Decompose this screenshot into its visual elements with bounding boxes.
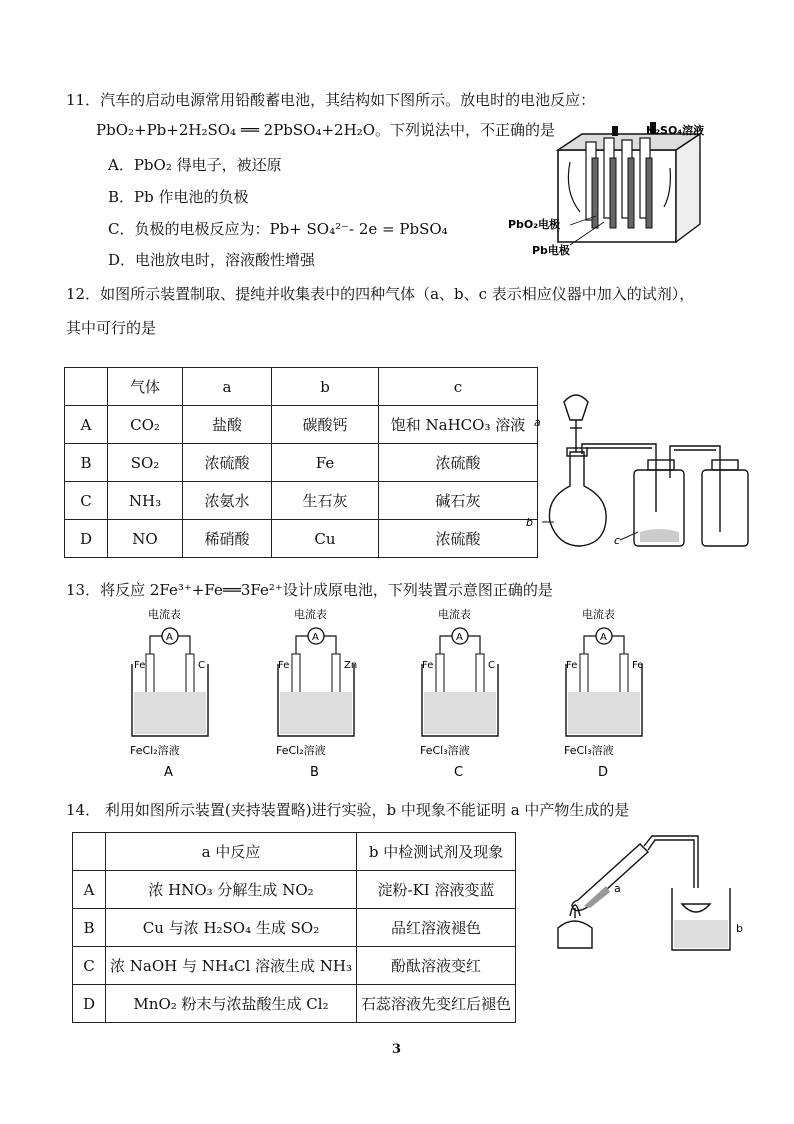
label-a: a [614, 882, 621, 895]
label-h2so4-solution: H₂SO₄溶液 [646, 124, 705, 137]
table-header-cell: 气体 [108, 368, 183, 406]
cell-option-c [420, 607, 498, 780]
ammeter-label: 电流表 [582, 608, 615, 621]
table-cell: C [73, 947, 106, 985]
solution-label: FeCl₂溶液 [276, 744, 326, 757]
q11-option-c: C．负极的电极反应为：Pb+ SO₄²⁻- 2e = PbSO₄ [108, 220, 448, 238]
electrode-right-label: Fe [632, 660, 644, 671]
cell-option-d [564, 607, 643, 780]
electrode-left-label: Fe [566, 660, 578, 671]
table-row [65, 444, 538, 482]
table-row [73, 985, 516, 1023]
table-cell: 品红溶液褪色 [357, 909, 516, 947]
electrode-right-label: Zn [344, 660, 358, 671]
table-cell: 浓氨水 [183, 482, 272, 520]
table-cell: A [73, 871, 106, 909]
gas-apparatus-figure [524, 382, 754, 552]
q11-stem-line1: 11．汽车的启动电源常用铅酸蓄电池，其结构如下图所示。放电时的电池反应： [66, 91, 596, 109]
label-b: b [526, 516, 533, 529]
table-cell: Fe [272, 444, 379, 482]
table-cell: NH₃ [108, 482, 183, 520]
q14-stem: 14． 利用如图所示装置(夹持装置略)进行实验，b 中现象不能证明 a 中产物生成的是 [66, 801, 630, 819]
option-letter: A [164, 765, 173, 780]
q12-gas-table [64, 367, 538, 558]
table-row [65, 482, 538, 520]
q13-stem: 13．将反应 2Fe³⁺+Fe══3Fe²⁺设计成原电池，下列装置示意图正确的是 [66, 581, 553, 599]
label-pb-electrode: Pb电极 [532, 244, 570, 257]
lead-acid-battery-figure [500, 112, 730, 262]
solution-label: FeCl₃溶液 [564, 744, 614, 757]
table-row [65, 406, 538, 444]
label-a: a [534, 416, 541, 429]
table-header-cell: c [379, 368, 538, 406]
table-cell: 碳酸钙 [272, 406, 379, 444]
table-cell: Cu 与浓 H₂SO₄ 生成 SO₂ [106, 909, 357, 947]
table-cell: 浓 HNO₃ 分解生成 NO₂ [106, 871, 357, 909]
heating-apparatus-figure [548, 828, 758, 958]
table-header-row [65, 368, 538, 406]
table-row [73, 947, 516, 985]
table-cell: SO₂ [108, 444, 183, 482]
table-cell: NO [108, 520, 183, 558]
q11-option-d: D．电池放电时，溶液酸性增强 [108, 251, 316, 269]
option-letter: D [598, 765, 609, 780]
q12-stem-line1: 12．如图所示装置制取、提纯并收集表中的四种气体（a、b、c 表示相应仪器中加入的试剂）， [66, 285, 695, 303]
table-header-cell [73, 833, 106, 871]
table-cell: D [73, 985, 106, 1023]
table-cell: C [65, 482, 108, 520]
table-cell: 浓硫酸 [379, 520, 538, 558]
table-cell: 碱石灰 [379, 482, 538, 520]
table-row [65, 520, 538, 558]
ammeter-symbol: A [600, 632, 607, 643]
table-cell: 浓硫酸 [379, 444, 538, 482]
table-cell: 生石灰 [272, 482, 379, 520]
galvanic-cell-options-figure [120, 606, 680, 782]
electrode-right-label: C [198, 660, 205, 671]
electrode-left-label: Fe [278, 660, 290, 671]
table-header-cell: b 中检测试剂及现象 [357, 833, 516, 871]
solution-label: FeCl₃溶液 [420, 744, 470, 757]
electrode-left-label: Fe [422, 660, 434, 671]
ammeter-label: 电流表 [294, 608, 327, 621]
table-row [73, 871, 516, 909]
q12-stem-line2: 其中可行的是 [66, 319, 157, 337]
cell-option-a [130, 607, 208, 780]
table-cell: MnO₂ 粉末与浓盐酸生成 Cl₂ [106, 985, 357, 1023]
page-number: 3 [392, 1042, 402, 1057]
option-letter: B [310, 765, 319, 780]
table-cell: 盐酸 [183, 406, 272, 444]
table-header-cell: b [272, 368, 379, 406]
q11-option-a: A．PbO₂ 得电子，被还原 [108, 156, 282, 174]
cell-option-b [276, 607, 357, 780]
label-b: b [736, 922, 743, 935]
electrode-left-label: Fe [134, 660, 146, 671]
table-cell: B [73, 909, 106, 947]
table-cell: CO₂ [108, 406, 183, 444]
table-header-cell: a 中反应 [106, 833, 357, 871]
option-letter: C [454, 765, 464, 780]
q11-option-b: B．Pb 作电池的负极 [108, 188, 249, 206]
electrode-right-label: C [488, 660, 495, 671]
table-cell: A [65, 406, 108, 444]
table-cell: 饱和 NaHCO₃ 溶液 [379, 406, 538, 444]
ammeter-symbol: A [312, 632, 319, 643]
table-cell: D [65, 520, 108, 558]
table-cell: 淀粉-KI 溶液变蓝 [357, 871, 516, 909]
label-c: c [614, 534, 621, 547]
ammeter-symbol: A [166, 632, 173, 643]
table-cell: 浓 NaOH 与 NH₄Cl 溶液生成 NH₃ [106, 947, 357, 985]
ammeter-symbol: A [456, 632, 463, 643]
table-cell: 浓硫酸 [183, 444, 272, 482]
table-header-cell [65, 368, 108, 406]
q11-stem-line2: PbO₂+Pb+2H₂SO₄ ══ 2PbSO₄+2H₂O。下列说法中，不正确的是 [96, 121, 555, 139]
table-cell: 酚酞溶液变红 [357, 947, 516, 985]
ammeter-label: 电流表 [438, 608, 471, 621]
table-cell: 石蕊溶液先变红后褪色 [357, 985, 516, 1023]
table-cell: B [65, 444, 108, 482]
ammeter-label: 电流表 [148, 608, 181, 621]
table-cell: Cu [272, 520, 379, 558]
table-header-cell: a [183, 368, 272, 406]
q14-reaction-table [72, 832, 516, 1023]
label-pbo2-electrode: PbO₂电极 [508, 218, 561, 231]
table-cell: 稀硝酸 [183, 520, 272, 558]
solution-label: FeCl₂溶液 [130, 744, 180, 757]
table-row [73, 909, 516, 947]
table-header-row [73, 833, 516, 871]
